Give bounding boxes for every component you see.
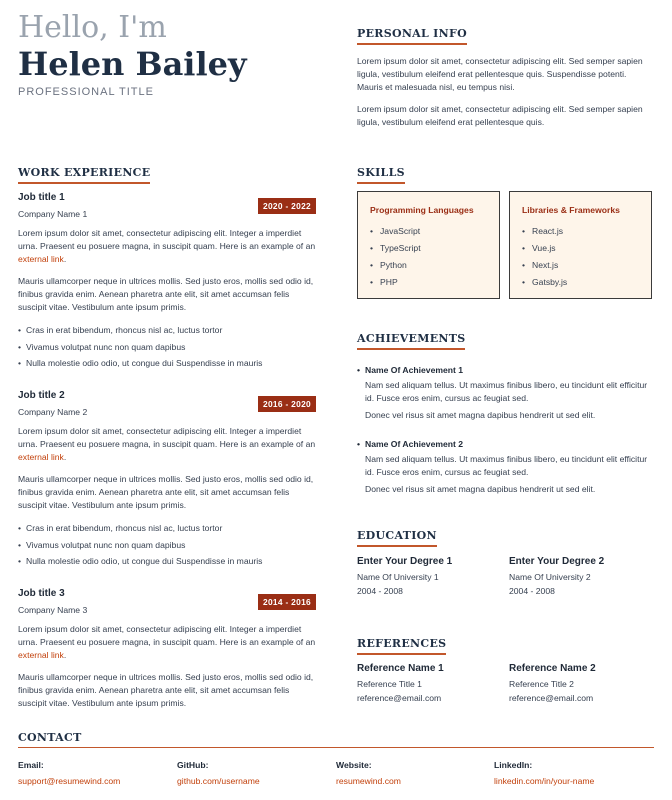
- achievement-description: Donec vel risus sit amet magna dapibus hendrerit ut sed elit.: [365, 410, 596, 421]
- skill-item: • Vue.js: [522, 240, 639, 257]
- job-title: Job title 2: [18, 390, 65, 401]
- education-years: 2004 - 2008: [357, 586, 403, 596]
- contact-linkedin: [494, 760, 594, 786]
- date-badge: 2016 - 2020: [258, 396, 316, 412]
- skill-item: • Python: [370, 257, 487, 274]
- divider: [18, 747, 654, 748]
- contact-value-link[interactable]: support@resumewind.com: [18, 776, 121, 786]
- education-item: [509, 556, 654, 597]
- personal-info-paragraph: Lorem ipsum dolor sit amet, consectetur adipiscing elit. Sed semper sapien ligula, vestibulum eleifend erat pellentesque quis. Suspendisse potenti. Mauris et malesuada nisl, eu tempus nisi.: [357, 56, 643, 93]
- skill-item: • Next.js: [522, 257, 639, 274]
- contact-value-link[interactable]: linkedin.com/in/your-name: [494, 776, 595, 786]
- date-badge: 2014 - 2016: [258, 594, 316, 610]
- job-entry: [18, 390, 316, 570]
- skills-heading: SKILLS: [357, 166, 405, 184]
- skill-item: • JavaScript: [370, 223, 487, 240]
- university-name: Name Of University 1: [357, 572, 439, 582]
- contact-label: Email:: [18, 760, 44, 770]
- references-heading: REFERENCES: [357, 637, 446, 655]
- skill-group-title: Libraries & Frameworks: [522, 205, 620, 215]
- skill-item: • Gatsby.js: [522, 274, 639, 291]
- skills-section: [357, 163, 654, 184]
- person-name: Helen Bailey: [18, 45, 247, 83]
- external-link[interactable]: external link: [18, 452, 64, 463]
- company-name: Company Name 2: [18, 407, 88, 417]
- list-item: • Vivamus volutpat nunc non quam dapibus: [18, 537, 316, 554]
- job-description: Mauris ullamcorper neque in ultrices mollis. Sed justo eros, mollis sed odio id, finibus gravida enim. Aenean pharetra ante elit, sit amet accumsan felis suscipit vitae. Vestibulum ante ipsum primis.: [18, 671, 314, 709]
- education-item: [357, 556, 502, 597]
- reference-name: Reference Name 1: [357, 663, 444, 674]
- list-item: • Cras in erat bibendum, rhoncus nisl ac, luctus tortor: [18, 322, 316, 339]
- reference-email[interactable]: reference@email.com: [509, 693, 594, 703]
- achievement-title: • Name Of Achievement 2: [357, 439, 654, 449]
- skill-item: • TypeScript: [370, 240, 487, 257]
- reference-title: Reference Title 2: [509, 679, 574, 689]
- education-heading: EDUCATION: [357, 529, 437, 547]
- achievement-item: [357, 365, 654, 423]
- list-item: • Cras in erat bibendum, rhoncus nisl ac, luctus tortor: [18, 520, 316, 537]
- list-item: • Vivamus volutpat nunc non quam dapibus: [18, 339, 316, 356]
- external-link[interactable]: external link: [18, 254, 64, 265]
- reference-title: Reference Title 1: [357, 679, 422, 689]
- reference-item: [509, 663, 654, 704]
- contact-github: [177, 760, 260, 786]
- personal-info-section: [357, 24, 654, 129]
- reference-item: [357, 663, 502, 704]
- education-years: 2004 - 2008: [509, 586, 555, 596]
- achievement-item: [357, 439, 654, 497]
- achievement-title: • Name Of Achievement 1: [357, 365, 654, 375]
- contact-label: LinkedIn:: [494, 760, 533, 770]
- work-experience-section: [18, 163, 316, 184]
- skill-group-title: Programming Languages: [370, 205, 474, 215]
- work-experience-heading: WORK EXPERIENCE: [18, 166, 150, 184]
- university-name: Name Of University 2: [509, 572, 591, 582]
- skill-item: • React.js: [522, 223, 639, 240]
- contact-value-link[interactable]: github.com/username: [177, 776, 260, 786]
- skill-group-card: [357, 191, 500, 299]
- achievements-section: [357, 329, 654, 350]
- job-title: Job title 3: [18, 588, 65, 599]
- skill-list: [370, 223, 487, 291]
- company-name: Company Name 3: [18, 605, 88, 615]
- date-badge: 2020 - 2022: [258, 198, 316, 214]
- job-bullets: [18, 520, 316, 570]
- job-description: Lorem ipsum dolor sit amet, consectetur adipiscing elit. Integer a imperdiet urna. Praesent eu posuere magna, in suscipit quam. Here is an example of an external link.: [18, 426, 316, 463]
- skill-item: • PHP: [370, 274, 487, 291]
- professional-title: PROFESSIONAL TITLE: [18, 86, 154, 98]
- job-description: Mauris ullamcorper neque in ultrices mollis. Sed justo eros, mollis sed odio id, finibus gravida enim. Aenean pharetra ante elit, sit amet accumsan felis suscipit vitae. Vestibulum ante ipsum primis.: [18, 473, 314, 511]
- reference-email[interactable]: reference@email.com: [357, 693, 442, 703]
- contact-heading: [18, 731, 82, 744]
- job-description: Lorem ipsum dolor sit amet, consectetur adipiscing elit. Integer a imperdiet urna. Praesent eu posuere magna, in suscipit quam. Here is an example of an external link.: [18, 624, 316, 661]
- job-title: Job title 1: [18, 192, 65, 203]
- job-entry: [18, 588, 316, 710]
- job-bullets: [18, 322, 316, 372]
- skill-list: [522, 223, 639, 291]
- contact-label: Website:: [336, 760, 372, 770]
- list-item: • Nulla molestie odio odio, ut congue dui Suspendisse in mauris: [18, 355, 316, 372]
- external-link[interactable]: external link: [18, 650, 64, 661]
- job-description: Mauris ullamcorper neque in ultrices mollis. Sed justo eros, mollis sed odio id, finibus gravida enim. Aenean pharetra ante elit, sit amet accumsan felis suscipit vitae. Vestibulum ante ipsum primis.: [18, 275, 314, 313]
- reference-name: Reference Name 2: [509, 663, 596, 674]
- contact-value-link[interactable]: resumewind.com: [336, 776, 401, 786]
- achievement-description: Nam sed aliquam tellus. Ut maximus finibus libero, eu tincidunt elit efficitur id. Fusce eros enim, cursus ac feugiat sed.: [365, 380, 648, 404]
- education-section: [357, 526, 654, 547]
- job-description: Lorem ipsum dolor sit amet, consectetur adipiscing elit. Integer a imperdiet urna. Praesent eu posuere magna, in suscipit quam. Here is an example of an external link.: [18, 228, 316, 265]
- list-item: • Nulla molestie odio odio, ut congue dui Suspendisse in mauris: [18, 553, 316, 570]
- contact-website: [336, 760, 401, 786]
- references-section: [357, 634, 654, 655]
- contact-label: GitHub:: [177, 760, 209, 770]
- greeting: Hello, I'm: [18, 10, 167, 45]
- achievement-description: Nam sed aliquam tellus. Ut maximus finibus libero, eu tincidunt elit efficitur id. Fusce eros enim, cursus ac feugiat sed.: [365, 454, 648, 478]
- achievements-heading: ACHIEVEMENTS: [357, 332, 465, 350]
- degree-name: Enter Your Degree 1: [357, 556, 453, 567]
- contact-email: [18, 760, 120, 786]
- degree-name: Enter Your Degree 2: [509, 556, 605, 567]
- personal-info-heading: PERSONAL INFO: [357, 27, 467, 45]
- skill-group-card: [509, 191, 652, 299]
- contact-heading-text: CONTACT: [18, 731, 82, 744]
- company-name: Company Name 1: [18, 209, 88, 219]
- personal-info-paragraph: Lorem ipsum dolor sit amet, consectetur adipiscing elit. Sed semper sapien ligula, vestibulum eleifend erat pellentesque quis.: [357, 103, 643, 127]
- achievement-description: Donec vel risus sit amet magna dapibus hendrerit ut sed elit.: [365, 484, 596, 495]
- job-entry: [18, 192, 316, 372]
